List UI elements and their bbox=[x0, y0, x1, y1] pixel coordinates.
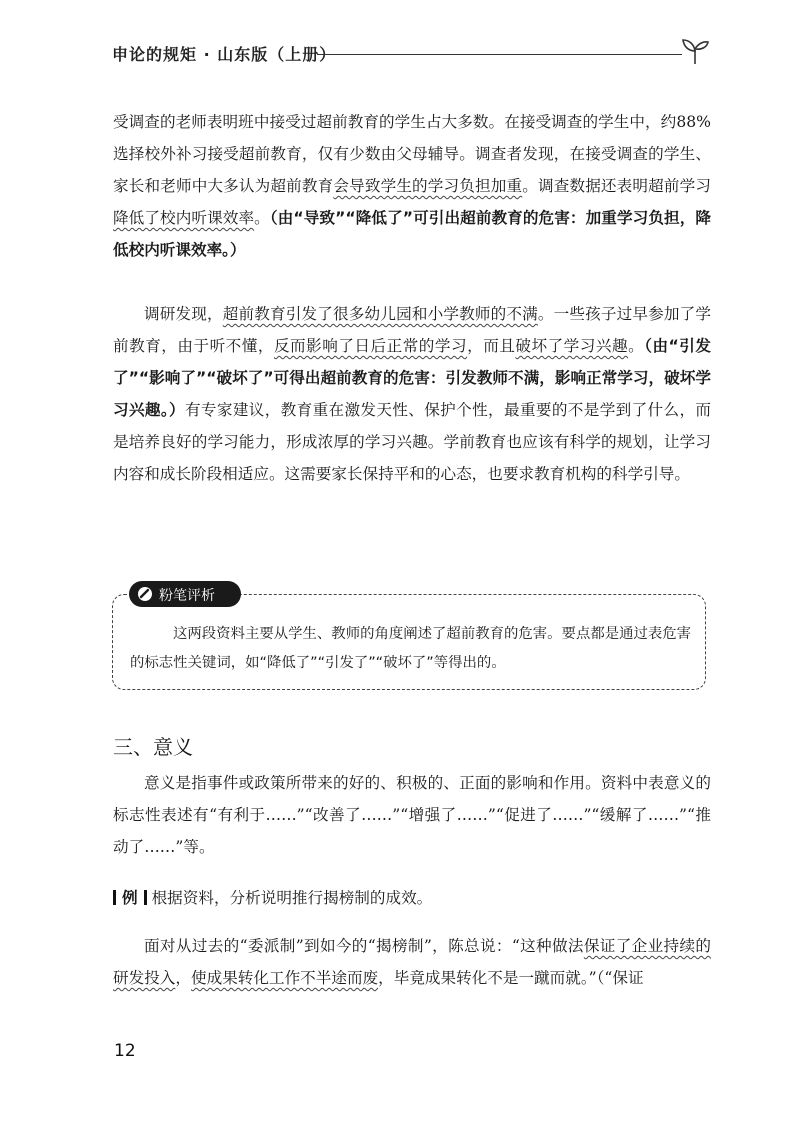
text: 有专家建议，教育重在激发天性、保护个性，最重要的不是学到了什么，而是培养良好的学习能力，形成浓厚的学习兴趣。学前教育也应该有科学的规划，让学习内容和成长阶段相适应。这需要家长保持平和的心态，也要求教育机构的科学引导。 bbox=[113, 401, 711, 483]
text: 。一些孩子过早参加了学前教育，由于听不懂， bbox=[113, 305, 711, 355]
text: ， bbox=[175, 969, 191, 987]
paragraph-1 bbox=[113, 106, 711, 266]
text: 。 bbox=[628, 337, 645, 355]
analysis-note: （由“导致”“降低了”可引出超前教育的危害：加重学习负担，降低校内听课效率。） bbox=[113, 209, 711, 259]
running-header bbox=[112, 34, 712, 74]
example-bracket bbox=[113, 890, 116, 905]
underlined-phrase: 会导致学生的学习负担加重 bbox=[333, 177, 523, 195]
example-question: 根据资料，分析说明推行揭榜制的成效。 bbox=[151, 889, 433, 907]
sprout-icon bbox=[678, 34, 712, 68]
example-label: 例 bbox=[122, 889, 138, 907]
text: 。 bbox=[254, 209, 270, 227]
book-title: 申论的规矩 · 山东版（上册） bbox=[112, 45, 337, 64]
text: ，而且 bbox=[467, 337, 516, 355]
section-heading: 三、意义 bbox=[113, 735, 193, 759]
underlined-phrase: 破坏了学习兴趣 bbox=[515, 337, 629, 355]
paragraph-2 bbox=[113, 298, 711, 490]
header-rule bbox=[317, 54, 682, 55]
text: 。调查数据还表明超前学习 bbox=[522, 177, 711, 195]
chalk-icon bbox=[137, 586, 153, 602]
paragraph-3: 意义是指事件或政策所带来的好的、积极的、正面的影响和作用。资料中表意义的标志性表述有“有利于……”“改善了……”“增强了……”“促进了……”“缓解了……”“推动了……”等。 bbox=[113, 774, 711, 856]
underlined-phrase: 超前教育引发了很多幼儿园和小学教师的不满 bbox=[222, 305, 538, 323]
paragraph-4 bbox=[113, 930, 711, 994]
underlined-phrase: 使成果转化工作不半途而废 bbox=[191, 969, 379, 987]
text: ，毕竟成果转化不是一蹴而就。”（“保证 bbox=[378, 969, 644, 987]
commentary-label: 粉笔评析 bbox=[159, 588, 215, 604]
commentary-text: 这两段资料主要从学生、教师的角度阐述了超前教育的危害。要点都是通过表危害的标志性关键词，如“降低了”“引发了”“破坏了”等得出的。 bbox=[130, 626, 692, 671]
example-prompt bbox=[113, 882, 432, 914]
commentary-badge bbox=[129, 581, 241, 607]
text: 受调查的老师表明班中接受过超前教育的学生占大多数。在接受调查的学生中，约88%选择校外补习接受超前教育，仅有少数由父母辅导。调查者发现，在接受调查的学生、家长和老师中大多认为超前教育 bbox=[113, 113, 711, 195]
underlined-phrase: 保证了企业持续的研发投入 bbox=[113, 937, 711, 987]
underlined-phrase: 反而影响了日后正常的学习 bbox=[273, 337, 468, 355]
example-bracket bbox=[144, 890, 147, 905]
underlined-phrase: 降低了校内听课效率 bbox=[113, 209, 255, 227]
text: 面对从过去的“委派制”到如今的“揭榜制”，陈总说：“这种做法 bbox=[144, 937, 584, 955]
text: 调研发现， bbox=[144, 305, 223, 323]
page-number: 12 bbox=[114, 1041, 136, 1061]
analysis-note: （由“引发了”“影响了”“破坏了”可得出超前教育的危害：引发教师不满，影响正常学习，破坏学习兴趣。） bbox=[113, 337, 711, 419]
